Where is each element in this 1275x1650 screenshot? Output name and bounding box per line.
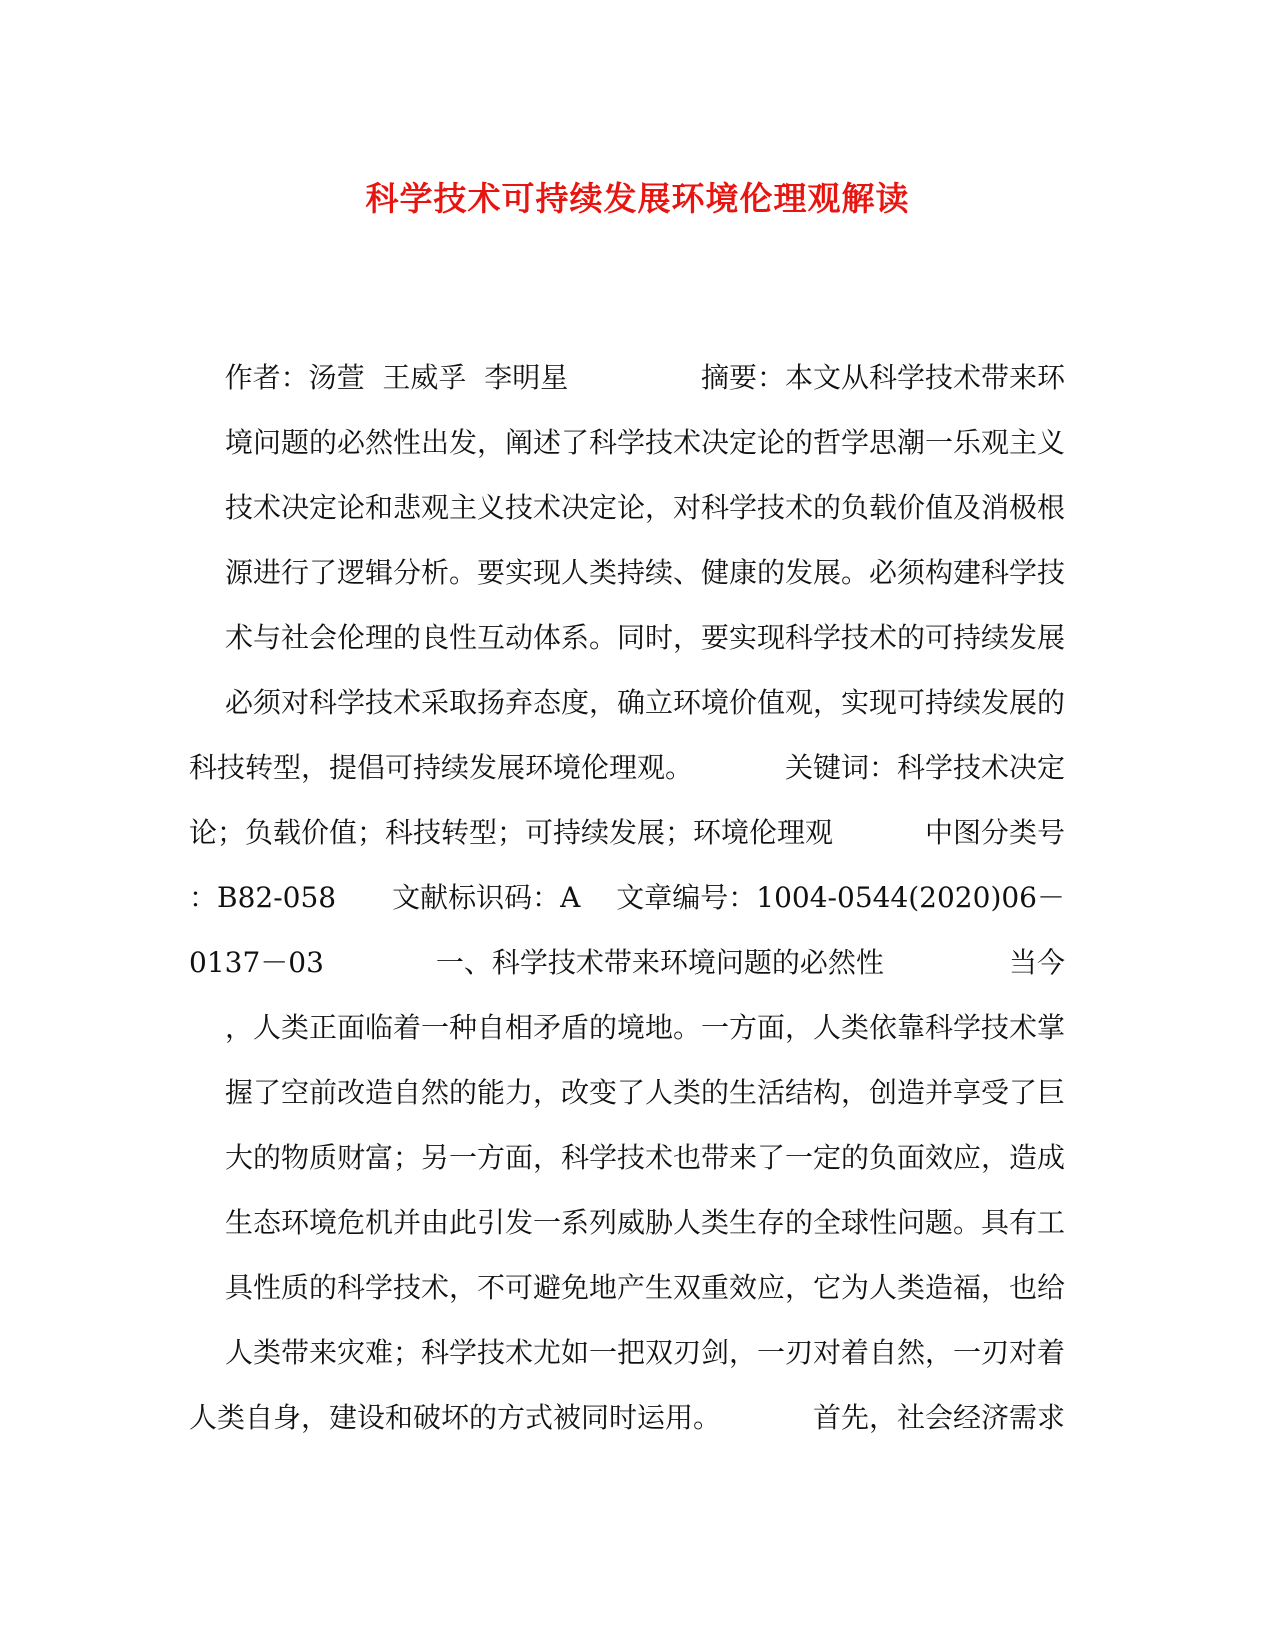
text-segment: 术与社会伦理的良性互动体系。同时，要实现科学技术的可持续发展 — [224, 621, 1065, 654]
text-line — [189, 1385, 1065, 1450]
text-segment: 作者：汤萱 王威孚 李明星 — [189, 361, 569, 394]
text-line — [189, 930, 1065, 995]
text-segment: 源进行了逻辑分析。要实现人类持续、健康的发展。必须构建科学技 — [224, 556, 1065, 589]
text-line — [189, 800, 1065, 865]
text-segment: 当今 — [1008, 946, 1065, 979]
text-line — [189, 1190, 1065, 1255]
text-segment: 论；负载价值；科技转型；可持续发展；环境伦理观 — [189, 816, 834, 849]
text-line — [189, 1060, 1065, 1125]
text-line — [189, 1320, 1065, 1385]
text-segment: 人类自身，建设和破坏的方式被同时运用。 — [189, 1401, 722, 1434]
text-segment: 文章编号：1004-0544(2020)06－ — [616, 881, 1065, 914]
text-segment: ，人类正面临着一种自相矛盾的境地。一方面，人类依靠科学技术掌 — [224, 1011, 1065, 1044]
text-segment: 人类带来灾难；科学技术尤如一把双刃剑，一刃对着自然，一刃对着 — [224, 1336, 1065, 1369]
text-segment: 一、科学技术带来环境问题的必然性 — [435, 946, 884, 979]
text-segment: 具性质的科学技术，不可避免地产生双重效应，它为人类造福，也给 — [224, 1271, 1065, 1304]
text-segment: 关键词：科学技术决定 — [784, 751, 1065, 784]
document-body — [189, 345, 1065, 1450]
text-segment: 中图分类号 — [924, 816, 1065, 849]
text-line — [189, 995, 1065, 1060]
text-line — [189, 670, 1065, 735]
text-line — [189, 475, 1065, 540]
text-line — [189, 410, 1065, 475]
text-line — [189, 1125, 1065, 1190]
text-line — [189, 540, 1065, 605]
text-line — [189, 1255, 1065, 1320]
text-line — [189, 345, 1065, 410]
document-title: 科学技术可持续发展环境伦理观解读 — [365, 179, 910, 218]
text-segment: 0137－03 — [189, 946, 324, 979]
text-segment: ：B82-058 — [189, 881, 337, 914]
text-segment: 技术决定论和悲观主义技术决定论，对科学技术的负载价值及消极根 — [224, 491, 1065, 524]
text-segment: 首先，社会经济需求 — [812, 1401, 1065, 1434]
text-segment: 科技转型，提倡可持续发展环境伦理观。 — [189, 751, 694, 784]
text-segment: 摘要：本文从科学技术带来环 — [700, 361, 1065, 394]
text-line — [189, 605, 1065, 670]
text-line — [189, 735, 1065, 800]
text-segment: 握了空前改造自然的能力，改变了人类的生活结构，创造并享受了巨 — [224, 1076, 1065, 1109]
text-segment: 大的物质财富；另一方面，科学技术也带来了一定的负面效应，造成 — [224, 1141, 1065, 1174]
text-segment: 境问题的必然性出发，阐述了科学技术决定论的哲学思潮一乐观主义 — [224, 426, 1065, 459]
text-segment: 必须对科学技术采取扬弃态度，确立环境价值观，实现可持续发展的 — [224, 686, 1065, 719]
text-line — [189, 865, 1065, 930]
text-segment: 生态环境危机并由此引发一系列威胁人类生存的全球性问题。具有工 — [224, 1206, 1065, 1239]
text-segment: 文献标识码：A — [392, 881, 581, 914]
